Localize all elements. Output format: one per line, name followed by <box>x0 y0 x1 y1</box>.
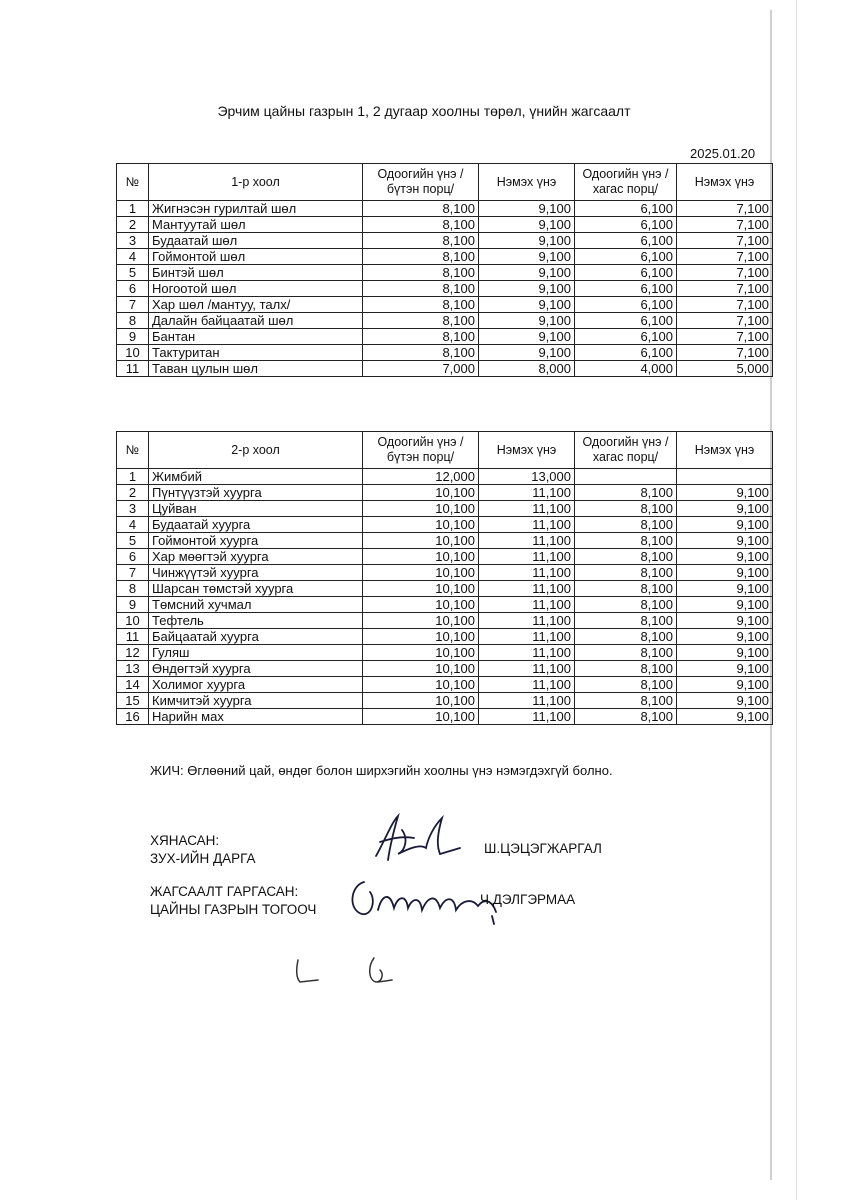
current-half-price: 8,100 <box>575 613 677 629</box>
table-row <box>117 597 773 613</box>
table-row <box>117 709 773 725</box>
current-full-price: 10,100 <box>363 645 479 661</box>
dish-name: Будаатай хуурга <box>149 517 363 533</box>
table-row <box>117 345 773 361</box>
table-row <box>117 217 773 233</box>
current-full-price: 8,100 <box>363 297 479 313</box>
current-full-price: 8,100 <box>363 345 479 361</box>
dish-name: Таван цулын шөл <box>149 361 363 377</box>
reviewer-label-line-1: ХЯНАСАН: <box>150 833 220 848</box>
current-half-price: 8,100 <box>575 597 677 613</box>
current-half-price: 8,100 <box>575 565 677 581</box>
current-full-price: 8,100 <box>363 265 479 281</box>
current-full-price: 7,000 <box>363 361 479 377</box>
table-row <box>117 313 773 329</box>
increased-full-price: 11,100 <box>479 565 575 581</box>
current-full-price: 10,100 <box>363 581 479 597</box>
current-half-price: 8,100 <box>575 485 677 501</box>
current-full-price: 10,100 <box>363 485 479 501</box>
table-row <box>117 249 773 265</box>
row-number: 8 <box>117 313 149 329</box>
current-half-price: 6,100 <box>575 329 677 345</box>
increased-half-price: 7,100 <box>677 281 773 297</box>
table-row <box>117 581 773 597</box>
dish-name: Бантан <box>149 329 363 345</box>
footnote: ЖИЧ: Өглөөний цай, өндөг болон ширхэгийн хоолны үнэ нэмэгдэхгүй болно. <box>150 763 613 778</box>
increased-full-price: 9,100 <box>479 265 575 281</box>
dish-name: Холимог хуурга <box>149 677 363 693</box>
table-row <box>117 201 773 217</box>
increased-full-price: 11,100 <box>479 517 575 533</box>
dish-name: Өндөгтэй хуурга <box>149 661 363 677</box>
current-half-price: 6,100 <box>575 297 677 313</box>
current-full-price: 8,100 <box>363 281 479 297</box>
increased-full-price: 11,100 <box>479 677 575 693</box>
dish-name: Цуйван <box>149 501 363 517</box>
preparer-label <box>150 883 316 919</box>
row-number: 9 <box>117 329 149 345</box>
increased-half-price: 5,000 <box>677 361 773 377</box>
document-title: Эрчим цайны газрын 1, 2 дугаар хоолны төрөл, үнийн жагсаалт <box>217 103 631 119</box>
current-half-price: 8,100 <box>575 581 677 597</box>
increased-full-price: 11,100 <box>479 581 575 597</box>
table-row <box>117 533 773 549</box>
col-header-name: 1-р хоол <box>149 164 363 201</box>
increased-full-price: 9,100 <box>479 313 575 329</box>
increased-full-price: 11,100 <box>479 613 575 629</box>
increased-full-price: 11,100 <box>479 533 575 549</box>
increased-half-price: 7,100 <box>677 201 773 217</box>
current-full-price: 10,100 <box>363 517 479 533</box>
current-full-price: 12,000 <box>363 469 479 485</box>
dish-name: Шарсан төмстэй хуурга <box>149 581 363 597</box>
current-half-price: 8,100 <box>575 517 677 533</box>
current-full-price: 10,100 <box>363 533 479 549</box>
dish-name: Жигнэсэн гурилтай шөл <box>149 201 363 217</box>
reviewer-label-line-2: ЗУХ-ИЙН ДАРГА <box>150 851 256 866</box>
row-number: 7 <box>117 297 149 313</box>
current-half-price: 6,100 <box>575 265 677 281</box>
row-number: 16 <box>117 709 149 725</box>
handwritten-marks <box>284 952 404 992</box>
table-header-row <box>117 432 773 469</box>
table-row <box>117 661 773 677</box>
increased-full-price: 9,100 <box>479 249 575 265</box>
row-number: 8 <box>117 581 149 597</box>
current-half-price: 8,100 <box>575 645 677 661</box>
increased-full-price: 9,100 <box>479 201 575 217</box>
row-number: 5 <box>117 265 149 281</box>
dish-name: Далайн байцаатай шөл <box>149 313 363 329</box>
increased-full-price: 11,100 <box>479 709 575 725</box>
row-number: 10 <box>117 613 149 629</box>
increased-full-price: 9,100 <box>479 297 575 313</box>
col-header-current-half: Одоогийн үнэ /хагас порц/ <box>575 164 677 201</box>
row-number: 14 <box>117 677 149 693</box>
second-course-table <box>116 431 773 725</box>
increased-half-price: 9,100 <box>677 517 773 533</box>
col-header-name: 2-р хоол <box>149 432 363 469</box>
table-row <box>117 629 773 645</box>
current-half-price: 6,100 <box>575 233 677 249</box>
increased-full-price: 9,100 <box>479 329 575 345</box>
table-row <box>117 549 773 565</box>
row-number: 3 <box>117 501 149 517</box>
current-full-price: 10,100 <box>363 549 479 565</box>
increased-full-price: 11,100 <box>479 501 575 517</box>
current-half-price: 8,100 <box>575 709 677 725</box>
table-row <box>117 265 773 281</box>
increased-half-price: 7,100 <box>677 297 773 313</box>
reviewer-name: Ш.ЦЭЦЭГЖАРГАЛ <box>484 841 602 856</box>
row-number: 1 <box>117 201 149 217</box>
row-number: 6 <box>117 549 149 565</box>
row-number: 12 <box>117 645 149 661</box>
current-full-price: 8,100 <box>363 249 479 265</box>
current-half-price: 6,100 <box>575 201 677 217</box>
dish-name: Пүнтүүзтэй хуурга <box>149 485 363 501</box>
current-full-price: 10,100 <box>363 709 479 725</box>
dish-name: Хар мөөгтэй хуурга <box>149 549 363 565</box>
increased-full-price: 9,100 <box>479 217 575 233</box>
current-half-price: 6,100 <box>575 313 677 329</box>
increased-half-price: 9,100 <box>677 661 773 677</box>
dish-name: Төмсний хучмал <box>149 597 363 613</box>
row-number: 2 <box>117 217 149 233</box>
col-header-no: № <box>117 432 149 469</box>
increased-full-price: 8,000 <box>479 361 575 377</box>
current-half-price: 8,100 <box>575 533 677 549</box>
table-row <box>117 297 773 313</box>
col-header-increase: Нэмэх үнэ <box>479 164 575 201</box>
dish-name: Нарийн мах <box>149 709 363 725</box>
table-row <box>117 361 773 377</box>
dish-name: Чинжүүтэй хуурга <box>149 565 363 581</box>
first-course-rows <box>117 201 773 377</box>
current-full-price: 8,100 <box>363 329 479 345</box>
dish-name: Мантуутай шөл <box>149 217 363 233</box>
current-full-price: 10,100 <box>363 693 479 709</box>
increased-half-price: 9,100 <box>677 533 773 549</box>
current-full-price: 10,100 <box>363 661 479 677</box>
row-number: 5 <box>117 533 149 549</box>
increased-half-price: 9,100 <box>677 629 773 645</box>
increased-half-price <box>677 469 773 485</box>
reviewer-signature <box>368 808 468 868</box>
row-number: 10 <box>117 345 149 361</box>
row-number: 7 <box>117 565 149 581</box>
increased-full-price: 11,100 <box>479 661 575 677</box>
increased-full-price: 9,100 <box>479 233 575 249</box>
increased-half-price: 7,100 <box>677 313 773 329</box>
dish-name: Гоймонтой шөл <box>149 249 363 265</box>
increased-half-price: 9,100 <box>677 693 773 709</box>
increased-half-price: 9,100 <box>677 581 773 597</box>
dish-name: Кимчитэй хуурга <box>149 693 363 709</box>
preparer-label-line-2: ЦАЙНЫ ГАЗРЫН ТОГООЧ <box>150 902 317 917</box>
page-edge-line-outer <box>796 0 797 1200</box>
dish-name: Хар шөл /мантуу, талх/ <box>149 297 363 313</box>
current-half-price: 8,100 <box>575 693 677 709</box>
increased-full-price: 13,000 <box>479 469 575 485</box>
row-number: 1 <box>117 469 149 485</box>
dish-name: Тактуритан <box>149 345 363 361</box>
current-half-price: 4,000 <box>575 361 677 377</box>
col-header-increase: Нэмэх үнэ <box>479 432 575 469</box>
increased-full-price: 9,100 <box>479 345 575 361</box>
table-row <box>117 677 773 693</box>
dish-name: Байцаатай хуурга <box>149 629 363 645</box>
increased-half-price: 7,100 <box>677 233 773 249</box>
dish-name: Будаатай шөл <box>149 233 363 249</box>
reviewer-label <box>150 832 256 868</box>
current-full-price: 10,100 <box>363 629 479 645</box>
current-half-price: 6,100 <box>575 217 677 233</box>
col-header-current-full: Одоогийн үнэ /бүтэн порц/ <box>363 432 479 469</box>
current-half-price: 8,100 <box>575 629 677 645</box>
row-number: 11 <box>117 361 149 377</box>
table-row <box>117 693 773 709</box>
table-row <box>117 565 773 581</box>
dish-name: Тефтель <box>149 613 363 629</box>
row-number: 6 <box>117 281 149 297</box>
increased-half-price: 9,100 <box>677 565 773 581</box>
increased-half-price: 7,100 <box>677 345 773 361</box>
current-half-price: 8,100 <box>575 549 677 565</box>
row-number: 4 <box>117 249 149 265</box>
increased-half-price: 9,100 <box>677 501 773 517</box>
current-half-price: 6,100 <box>575 281 677 297</box>
dish-name: Жимбий <box>149 469 363 485</box>
increased-full-price: 11,100 <box>479 549 575 565</box>
increased-half-price: 7,100 <box>677 329 773 345</box>
current-half-price: 8,100 <box>575 501 677 517</box>
row-number: 11 <box>117 629 149 645</box>
preparer-label-line-1: ЖАГСААЛТ ГАРГАСАН: <box>150 884 299 899</box>
table-row <box>117 645 773 661</box>
first-course-table <box>116 163 773 377</box>
increased-half-price: 7,100 <box>677 249 773 265</box>
increased-full-price: 11,100 <box>479 629 575 645</box>
current-half-price: 6,100 <box>575 345 677 361</box>
increased-full-price: 11,100 <box>479 485 575 501</box>
increased-half-price: 9,100 <box>677 597 773 613</box>
dish-name: Гуляш <box>149 645 363 661</box>
increased-half-price: 9,100 <box>677 485 773 501</box>
row-number: 4 <box>117 517 149 533</box>
row-number: 15 <box>117 693 149 709</box>
current-full-price: 8,100 <box>363 217 479 233</box>
increased-half-price: 9,100 <box>677 645 773 661</box>
current-half-price: 8,100 <box>575 661 677 677</box>
current-full-price: 10,100 <box>363 565 479 581</box>
increased-half-price: 9,100 <box>677 709 773 725</box>
dish-name: Ногоотой шөл <box>149 281 363 297</box>
row-number: 3 <box>117 233 149 249</box>
increased-half-price: 7,100 <box>677 217 773 233</box>
increased-half-price: 9,100 <box>677 677 773 693</box>
increased-full-price: 11,100 <box>479 645 575 661</box>
table-row <box>117 469 773 485</box>
current-half-price: 8,100 <box>575 677 677 693</box>
document-date: 2025.01.20 <box>690 146 756 161</box>
current-half-price: 6,100 <box>575 249 677 265</box>
dish-name: Гоймонтой хуурга <box>149 533 363 549</box>
col-header-increase-half: Нэмэх үнэ <box>677 432 773 469</box>
current-full-price: 8,100 <box>363 313 479 329</box>
current-full-price: 10,100 <box>363 597 479 613</box>
row-number: 9 <box>117 597 149 613</box>
col-header-increase-half: Нэмэх үнэ <box>677 164 773 201</box>
preparer-name: Ч.ДЭЛГЭРМАА <box>480 892 576 907</box>
increased-full-price: 11,100 <box>479 693 575 709</box>
col-header-no: № <box>117 164 149 201</box>
table-row <box>117 517 773 533</box>
row-number: 2 <box>117 485 149 501</box>
increased-half-price: 9,100 <box>677 549 773 565</box>
col-header-current-half: Одоогийн үнэ /хагас порц/ <box>575 432 677 469</box>
second-course-rows <box>117 469 773 725</box>
increased-full-price: 9,100 <box>479 281 575 297</box>
table-header-row <box>117 164 773 201</box>
increased-half-price: 9,100 <box>677 613 773 629</box>
current-half-price <box>575 469 677 485</box>
table-row <box>117 485 773 501</box>
current-full-price: 8,100 <box>363 201 479 217</box>
table-row <box>117 281 773 297</box>
col-header-current-full: Одоогийн үнэ /бүтэн порц/ <box>363 164 479 201</box>
increased-full-price: 11,100 <box>479 597 575 613</box>
increased-half-price: 7,100 <box>677 265 773 281</box>
current-full-price: 10,100 <box>363 613 479 629</box>
row-number: 13 <box>117 661 149 677</box>
dish-name: Бинтэй шөл <box>149 265 363 281</box>
table-row <box>117 613 773 629</box>
table-row <box>117 233 773 249</box>
table-row <box>117 329 773 345</box>
table-row <box>117 501 773 517</box>
current-full-price: 8,100 <box>363 233 479 249</box>
current-full-price: 10,100 <box>363 677 479 693</box>
current-full-price: 10,100 <box>363 501 479 517</box>
